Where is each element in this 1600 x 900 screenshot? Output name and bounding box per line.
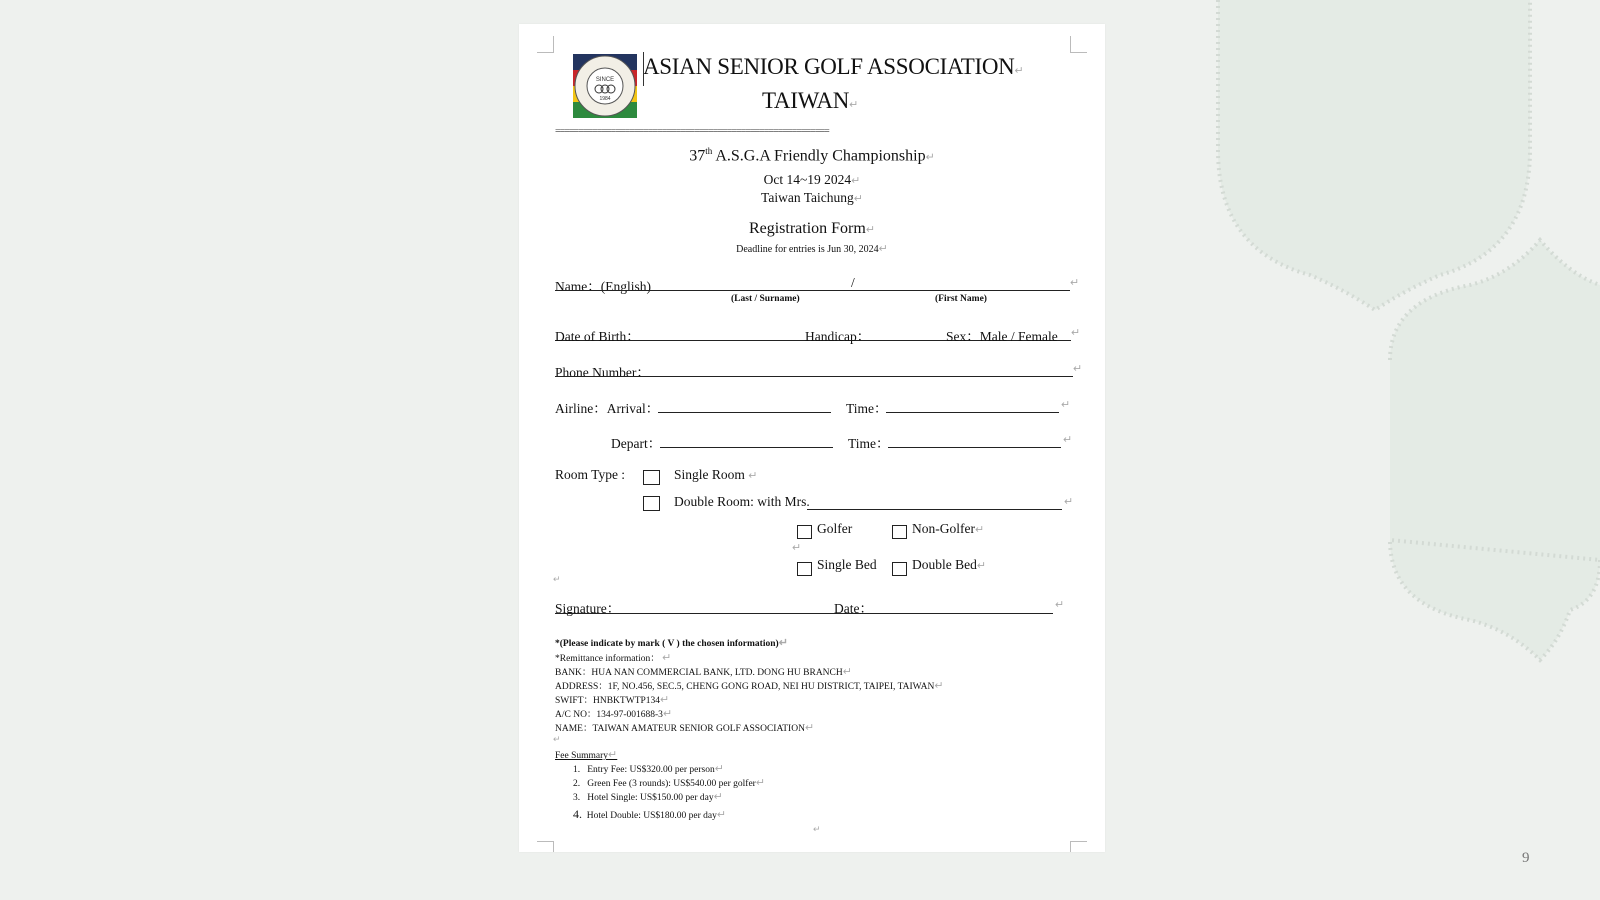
paragraph-mark: ↵ bbox=[553, 574, 561, 584]
double-room-checkbox[interactable] bbox=[643, 496, 660, 514]
org-title-line1: ASIAN SENIOR GOLF ASSOCIATION↵ bbox=[643, 54, 1024, 79]
svg-text:SINCE: SINCE bbox=[595, 77, 615, 83]
paragraph-mark: ↵ bbox=[1071, 327, 1081, 339]
bank-info: BANK：HUA NAN COMMERCIAL BANK, LTD. DONG HU BRANCH↵ bbox=[555, 666, 852, 678]
last-name-hint: (Last / Surname) bbox=[731, 294, 800, 304]
form-title: Registration Form↵ bbox=[748, 220, 876, 237]
airline-arrival-label: Airline：Arrival： bbox=[555, 401, 660, 416]
fee-item: 1. Entry Fee: US$320.00 per person↵ bbox=[573, 763, 724, 775]
remark-note: *(Please indicate by mark ( V ) the chosen information)↵ bbox=[555, 637, 788, 649]
signature-row-line[interactable] bbox=[555, 613, 1053, 614]
phone-field[interactable] bbox=[555, 376, 1073, 377]
date-label: Date： bbox=[834, 601, 873, 616]
org-title-line2: TAIWAN↵ bbox=[762, 88, 858, 113]
paragraph-mark: ↵ bbox=[813, 824, 821, 834]
single-bed-label: Single Bed bbox=[817, 557, 877, 572]
paragraph-mark: ↵ bbox=[1064, 496, 1074, 508]
svg-text:1984: 1984 bbox=[599, 96, 611, 102]
paragraph-mark: ↵ bbox=[553, 734, 561, 744]
first-name-hint: (First Name) bbox=[935, 294, 987, 304]
swift-info: SWIFT：HNBKTWTP134↵ bbox=[555, 694, 670, 706]
non-golfer-label: Non-Golfer↵ bbox=[912, 521, 985, 536]
depart-label: Depart： bbox=[611, 436, 662, 451]
paragraph-mark: ↵ bbox=[792, 542, 802, 554]
single-room-checkbox[interactable] bbox=[643, 470, 660, 488]
depart-time-label: Time： bbox=[848, 436, 890, 451]
double-bed-checkbox[interactable] bbox=[892, 561, 907, 579]
single-room-label: Single Room ↵ bbox=[674, 467, 758, 482]
name-label: Name：(English) bbox=[555, 279, 651, 294]
crop-mark bbox=[537, 841, 554, 852]
non-golfer-checkbox[interactable] bbox=[892, 524, 907, 542]
depart-time-field[interactable] bbox=[888, 447, 1061, 448]
text-cursor bbox=[643, 52, 644, 86]
fee-summary-title: Fee Summary↵ bbox=[555, 749, 618, 761]
fee-item: 3. Hotel Single: US$150.00 per day↵ bbox=[573, 791, 723, 803]
crop-mark bbox=[537, 36, 554, 53]
fee-item: 2. Green Fee (3 rounds): US$540.00 per golfer↵ bbox=[573, 777, 766, 789]
event-location: Taiwan Taichung↵ bbox=[761, 190, 863, 205]
spouse-name-field[interactable] bbox=[807, 509, 1062, 510]
name-separator: / bbox=[851, 275, 855, 290]
account-info: A/C NO：134-97-001688-3↵ bbox=[555, 708, 673, 720]
document-page bbox=[519, 24, 1105, 852]
depart-field[interactable] bbox=[660, 447, 833, 448]
separator-line: =========================================================== bbox=[555, 126, 829, 137]
paragraph-mark: ↵ bbox=[1055, 599, 1065, 611]
address-info: ADDRESS：1F, NO.456, SEC.5, CHENG GONG ROAD, NEI HU DISTRICT, TAIPEI, TAIWAN↵ bbox=[555, 680, 944, 692]
crop-mark bbox=[1070, 841, 1087, 852]
handicap-label: Handicap： bbox=[805, 329, 871, 344]
golfer-checkbox[interactable] bbox=[797, 524, 812, 542]
single-bed-checkbox[interactable] bbox=[797, 561, 812, 579]
slide-number: 9 bbox=[1522, 850, 1530, 866]
golfer-label: Golfer bbox=[817, 521, 853, 536]
paragraph-mark: ↵ bbox=[1063, 434, 1073, 446]
arrival-time-label: Time： bbox=[846, 401, 888, 416]
account-name-info: NAME：TAIWAN AMATEUR SENIOR GOLF ASSOCIATION↵ bbox=[555, 722, 815, 734]
room-type-label: Room Type : bbox=[555, 467, 626, 482]
remittance-heading: *Remittance information： ↵ bbox=[555, 652, 672, 664]
arrival-field[interactable] bbox=[658, 412, 831, 413]
signature-label: Signature： bbox=[555, 601, 621, 616]
form-deadline: Deadline for entries is Jun 30, 2024↵ bbox=[736, 243, 888, 255]
paragraph-mark: ↵ bbox=[1061, 399, 1071, 411]
fee-item: 4. Hotel Double: US$180.00 per day↵ bbox=[573, 807, 727, 821]
event-title: 37th A.S.G.A Friendly Championship↵ bbox=[689, 146, 935, 165]
phone-label: Phone Number： bbox=[555, 365, 650, 380]
event-dates: Oct 14~19 2024↵ bbox=[763, 172, 861, 187]
double-room-label: Double Room: with Mrs. bbox=[674, 494, 810, 509]
paragraph-mark: ↵ bbox=[1073, 363, 1083, 375]
paragraph-mark: ↵ bbox=[1070, 277, 1080, 289]
dob-label: Date of Birth： bbox=[555, 329, 640, 344]
sex-label: Sex：Male / Female bbox=[946, 329, 1058, 344]
crop-mark bbox=[1070, 36, 1087, 53]
double-bed-label: Double Bed↵ bbox=[912, 557, 987, 572]
asga-logo bbox=[573, 54, 637, 118]
name-field[interactable] bbox=[555, 290, 1070, 291]
arrival-time-field[interactable] bbox=[886, 412, 1059, 413]
